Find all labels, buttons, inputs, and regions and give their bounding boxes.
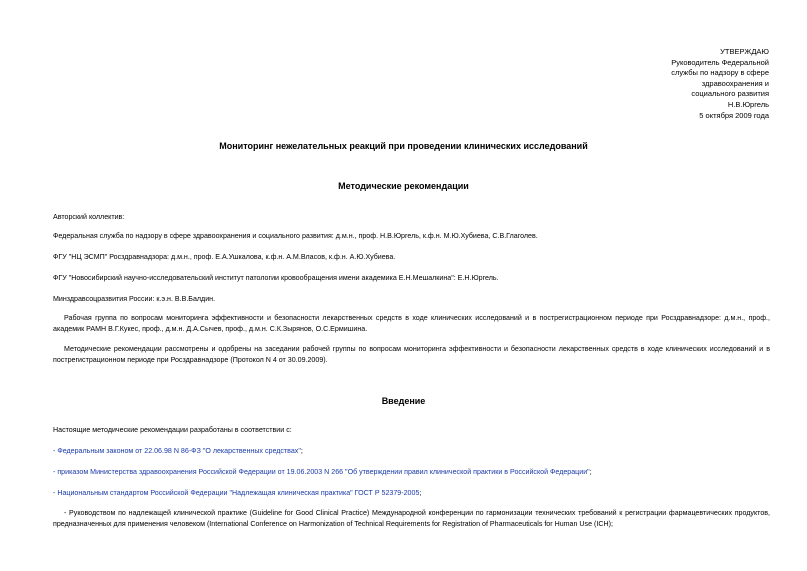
approval-line: здравоохранения и [701, 78, 769, 88]
author-line: ФГУ "Новосибирский научно-исследовательский институт патологии кровообращения имени академика Е.Н.Мешалкина": Е.Н.Юргель. [53, 274, 499, 282]
authors-heading: Авторский коллектив: [53, 213, 125, 221]
order-link[interactable]: приказом Министерства здравоохранения Российской Федерации от 19.06.2003 N 266 "Об утверждении правил клинической практики в Российской Федерации" [57, 468, 590, 476]
intro-lead: Настоящие методические рекомендации разработаны в соответствии с: [53, 426, 292, 434]
standard-link[interactable]: Национальным стандартом Российской Федерации "Надлежащая клиническая практика" ГОСТ Р 52379-2005 [57, 489, 420, 497]
document-subtitle: Методические рекомендации [338, 181, 469, 191]
approval-block [671, 47, 769, 121]
list-item-ich: - Руководством по надлежащей клинической практике (Guideline for Good Clinical Practice) Международной конференции по гармонизации технических требований к регистрации фармацевтических продуктов, предназначенных для применения человеком (International Conference on Harmonization of Technical Requirements for Registration of Pharmaceuticals for Human Use (ICH); [53, 509, 770, 528]
approval-line: Н.В.Юргель [727, 99, 769, 109]
approval-line: службы по надзору в сфере [671, 68, 769, 78]
list-item-suffix: ; [300, 447, 303, 455]
list-item-prefix: - [53, 489, 58, 497]
list-item-prefix: - [53, 468, 58, 476]
approval-paragraph: Методические рекомендации рассмотрены и одобрены на заседании рабочей группы по вопросам мониторинга эффективности и безопасности лекарственных средств в ходе клинических исследований и в пострегистрационном периоде при Росздравнадзоре (Протокол N 4 от 30.09.2009). [53, 345, 770, 364]
approval-line: Руководитель Федеральной [671, 57, 769, 67]
list-item-suffix: ; [419, 489, 422, 497]
list-item [53, 467, 770, 478]
section-heading-intro: Введение [381, 396, 426, 406]
author-line: Минздравсоцразвития России: к.э.н. В.В.Балдин. [53, 295, 216, 303]
approval-line: 5 октября 2009 года [699, 110, 769, 120]
author-line: ФГУ "НЦ ЭСМП" Росздравнадзора: д.м.н., проф. Е.А.Ушкалова, к.ф.н. А.М.Власов, к.ф.н. А.Ю.Хубиева. [53, 253, 396, 261]
law-link[interactable]: Федеральным законом от 22.06.98 N 86-ФЗ "О лекарственных средствах" [57, 447, 301, 455]
approval-line: УТВЕРЖДАЮ [720, 47, 769, 56]
list-item [53, 488, 770, 499]
list-item [53, 446, 770, 457]
list-item-prefix: - [53, 447, 58, 455]
author-line: Федеральная служба по надзору в сфере здравоохранения и социального развития: д.м.н., проф. Н.В.Юргель, к.ф.н. М.Ю.Хубиева, С.В.Глаголев. [53, 232, 538, 240]
approval-line: социального развития [691, 89, 769, 99]
working-group-paragraph: Рабочая группа по вопросам мониторинга эффективности и безопасности лекарственных средств в ходе клинических исследований и в пострегистрационном периоде при Росздравнадзоре: д.м.н., проф., академик РАМН В.Г.Кукес, проф., д.м.н. Д.А.Сычев, проф., д.м.н. С.К.Зырянов, О.С.Ермишина. [53, 314, 770, 333]
document-title: Мониторинг нежелательных реакций при проведении клинических исследований [219, 141, 588, 151]
list-item-suffix: ; [589, 468, 592, 476]
